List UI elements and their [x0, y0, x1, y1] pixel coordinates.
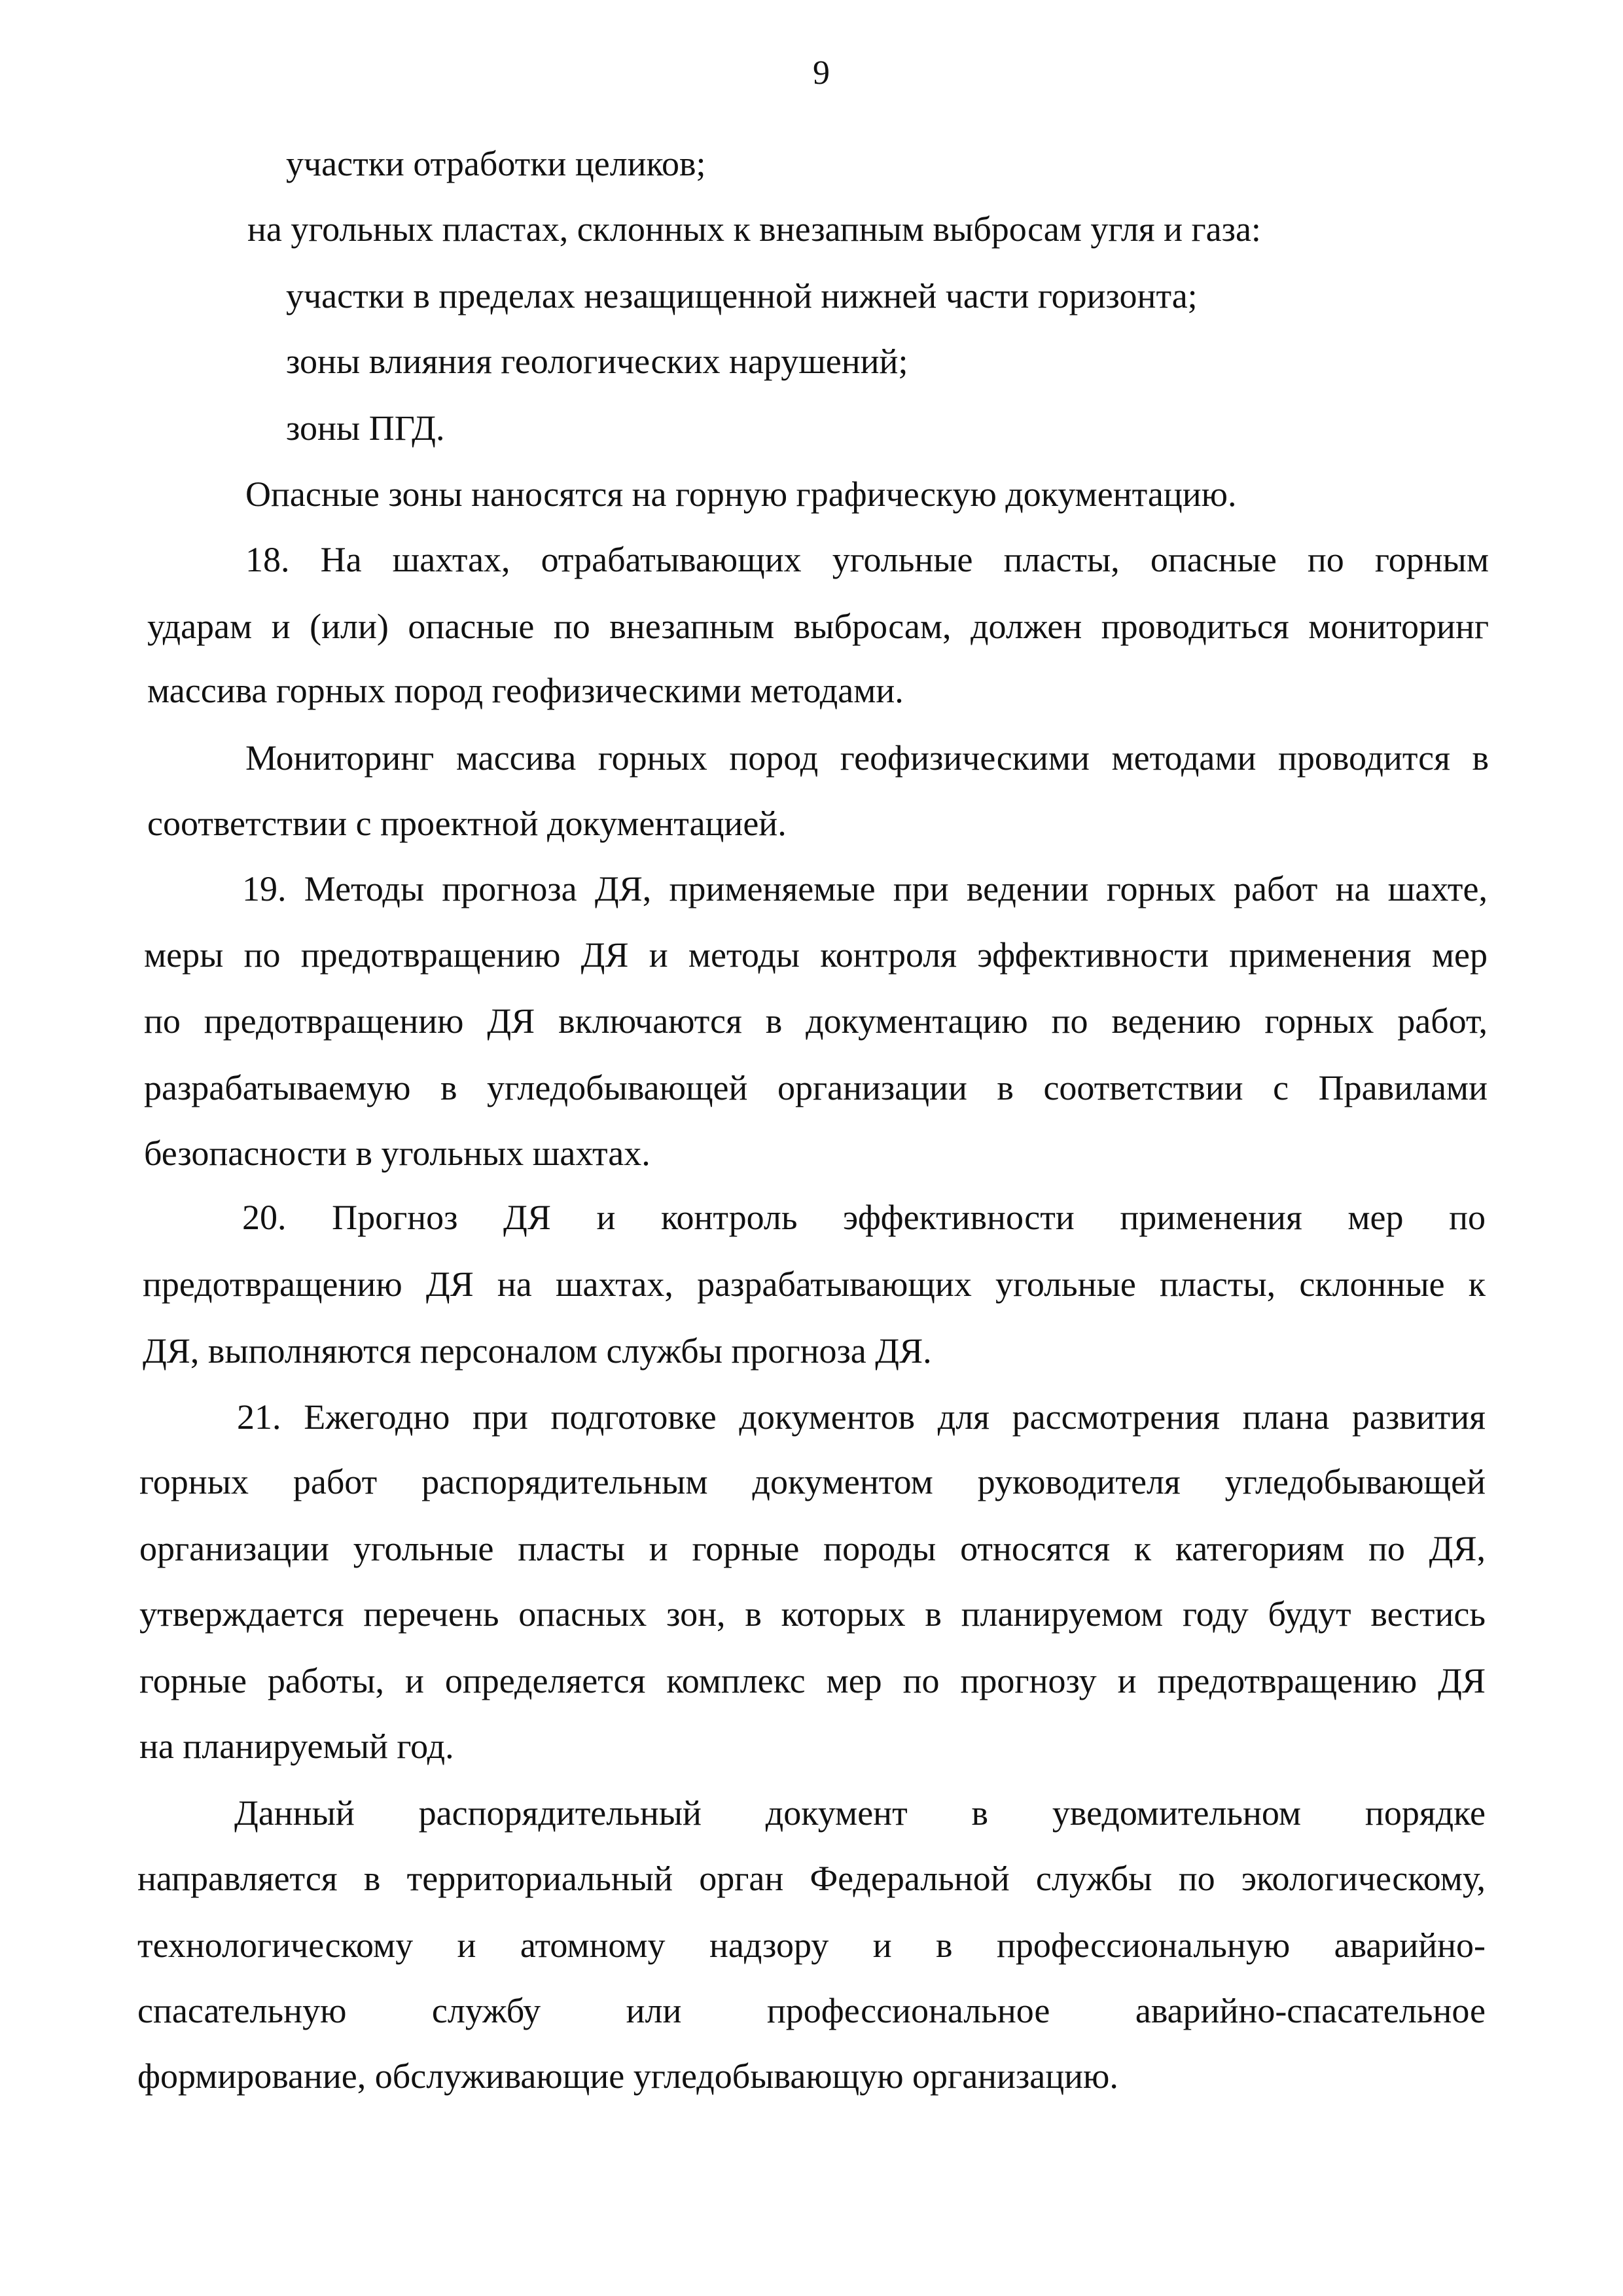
text-line: предотвращению ДЯ на шахтах, разрабатывающих угольные пласты, склонные к — [143, 1265, 1486, 1304]
text-line: утверждается перечень опасных зон, в которых в планируемом году будут вестись — [139, 1594, 1486, 1634]
text-line: зоны ПГД. — [286, 408, 445, 448]
text-line: Мониторинг массива горных пород геофизическими методами проводится в — [245, 738, 1489, 778]
text-line: участки отработки целиков; — [286, 144, 706, 183]
text-line: ДЯ, выполняются персоналом службы прогноза ДЯ. — [143, 1331, 932, 1371]
text-line: массива горных пород геофизическими методами. — [147, 671, 904, 710]
text-line: по предотвращению ДЯ включаются в документацию по ведению горных работ, — [144, 1001, 1488, 1041]
text-line: безопасности в угольных шахтах. — [144, 1134, 651, 1173]
text-line: технологическому и атомному надзору и в профессиональную аварийно- — [137, 1926, 1486, 1965]
text-line: направляется в территориальный орган Федеральной службы по экологическому, — [137, 1859, 1486, 1898]
text-line: разрабатываемую в угледобывающей организации в соответствии с Правилами — [144, 1068, 1488, 1107]
text-line: спасательную службу или профессиональное аварийно-спасательное — [137, 1991, 1486, 2030]
text-line: 19. Методы прогноза ДЯ, применяемые при ведении горных работ на шахте, — [242, 869, 1488, 908]
text-line: горные работы, и определяется комплекс мер по прогнозу и предотвращению ДЯ — [139, 1661, 1486, 1700]
text-line: формирование, обслуживающие угледобывающую организацию. — [137, 2056, 1118, 2096]
text-line: 18. На шахтах, отрабатывающих угольные пласты, опасные по горным — [245, 540, 1489, 579]
text-line: 20. Прогноз ДЯ и контроль эффективности применения мер по — [242, 1198, 1486, 1237]
text-line: ударам и (или) опасные по внезапным выбросам, должен проводиться мониторинг — [147, 607, 1489, 646]
text-line: на угольных пластах, склонных к внезапным выбросам угля и газа: — [247, 209, 1261, 249]
text-line: меры по предотвращению ДЯ и методы контроля эффективности применения мер — [144, 935, 1488, 975]
text-line: Опасные зоны наносятся на горную графическую документацию. — [245, 475, 1237, 514]
text-line: соответствии с проектной документацией. — [147, 804, 787, 843]
text-line: горных работ распорядительным документом руководителя угледобывающей — [139, 1462, 1486, 1501]
text-line: участки в пределах незащищенной нижней части горизонта; — [286, 276, 1198, 315]
text-line: 21. Ежегодно при подготовке документов для рассмотрения плана развития — [237, 1397, 1486, 1437]
page-number: 9 — [813, 54, 830, 92]
text-line: организации угольные пласты и горные породы относятся к категориям по ДЯ, — [139, 1529, 1486, 1568]
text-line: зоны влияния геологических нарушений; — [286, 342, 908, 381]
text-line: Данный распорядительный документ в уведомительном порядке — [234, 1793, 1486, 1833]
text-line: на планируемый год. — [139, 1727, 454, 1766]
